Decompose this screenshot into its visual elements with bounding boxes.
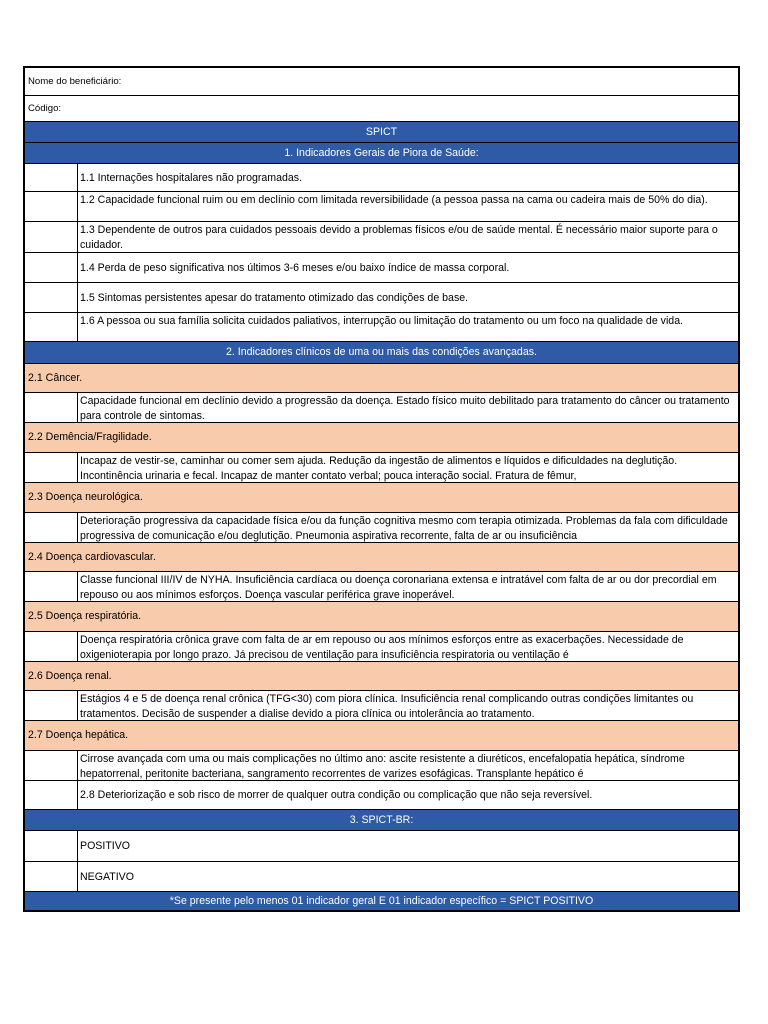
condition-text: Classe funcional III/IV de NYHA. Insuficiência cardíaca ou doença coronariana extensa e intratável com falta de ar ou dor precordial em repouso ou aos mínimos esforços. Doença vascular periférica grave inoperável. [80,574,717,601]
checkbox-cell[interactable] [25,222,78,252]
condition-row [25,572,738,602]
checkbox-cell[interactable] [25,253,78,282]
indicator-row [25,164,738,192]
indicator-text: 1.4 Perda de peso significativa nos últimos 3-6 meses e/ou baixo índice de massa corporal. [80,261,510,274]
indicator-row [25,192,738,222]
checkbox-cell[interactable] [25,164,78,191]
indicator-text: 1.2 Capacidade funcional ruim ou em declínio com limitada reversibilidade (a pessoa passa na cama ou cadeira mais de 50% do dia). [80,194,708,206]
beneficiary-label: Nome do beneficiário: [28,76,122,87]
condition-title-row [25,602,738,632]
section3-heading: 3. SPICT-BR: [25,810,738,830]
result-option-positive: POSITIVO [80,840,131,852]
checkbox-cell[interactable] [25,862,78,891]
condition-title: 2.6 Doença renal. [25,662,738,690]
section3-heading-row [25,810,738,831]
checkbox-cell[interactable] [25,453,78,482]
checkbox-cell[interactable] [25,283,78,312]
checkbox-cell[interactable] [25,632,78,661]
indicator-row [25,253,738,283]
condition-row [25,453,738,483]
spict-title-row [25,122,738,143]
condition-text: Deterioração progressiva da capacidade física e/ou da função cognitiva mesmo com terapia otimizada. Problemas da fala com dificuldade progressiva de comunicação e/ou deglutição. Pneumonia aspirativa recorrente, falta de ar ou insuficiência [80,515,728,542]
condition-title-row [25,483,738,513]
condition-title: 2.7 Doença hepática. [25,721,738,750]
section2-heading-row [25,342,738,364]
condition-text: Estágios 4 e 5 de doença renal crônica (TFG<30) com piora clínica. Insuficiência renal complicando outras condições limitantes ou tratamentos. Decisão de suspender a dialise devido a piora clínica ou intolerância ao tratamento. [80,693,694,720]
code-label: Código: [28,103,62,114]
condition-text: Capacidade funcional em declínio devido a progressão da doença. Estado físico muito debilitado para tratamento do câncer ou tratamento para controle de sintomas. [80,395,730,422]
condition-text: Doença respiratória crônica grave com falta de ar em repouso ou aos mínimos esforços entre as exacerbações. Necessidade de oxigenioterapia por longo prazo. Já precisou de ventilação para insuficiência respiratoria ou ventilação é [80,634,684,661]
condition-title-row [25,543,738,572]
condition-title-row [25,364,738,393]
condition-title-row [25,423,738,453]
beneficiary-row [25,68,738,96]
condition-title: 2.1 Câncer. [25,364,738,392]
section2-heading: 2. Indicadores clínicos de uma ou mais das condições avançadas. [25,342,738,363]
code-row [25,96,738,122]
indicator-row [25,283,738,313]
condition-title: 2.4 Doença cardiovascular. [25,543,738,571]
condition-title: 2.5 Doença respiratória. [25,602,738,631]
indicator-text: 1.6 A pessoa ou sua família solicita cuidados paliativos, interrupção ou limitação do tratamento ou um foco na qualidade de vida. [80,315,684,327]
condition-row [25,393,738,423]
section1-heading: 1. Indicadores Gerais de Piora de Saúde: [25,143,738,163]
footer-note: *Se presente pelo menos 01 indicador geral E 01 indicador específico = SPICT POSITIVO [25,892,738,910]
result-row [25,862,738,892]
condition-title: 2.2 Demência/Fragilidade. [25,423,738,452]
condition-row [25,781,738,810]
checkbox-cell[interactable] [25,393,78,422]
indicator-text: 1.5 Sintomas persistentes apesar do tratamento otimizado das condições de base. [80,291,469,304]
indicator-row [25,222,738,253]
footer-row [25,892,738,910]
indicator-row [25,313,738,342]
condition-row [25,632,738,662]
condition-row [25,691,738,721]
checkbox-cell[interactable] [25,513,78,542]
condition-title: 2.3 Doença neurológica. [25,483,738,512]
result-row [25,831,738,862]
checkbox-cell[interactable] [25,751,78,780]
checkbox-cell[interactable] [25,192,78,221]
condition-row [25,513,738,543]
condition-text: Incapaz de vestir-se, caminhar ou comer sem ajuda. Redução da ingestão de alimentos e líquidos e dificuldades na deglutição. Incontinência urinaria e fecal. Incapaz de manter contato verbal; pouca interação social. Fratura de fêmur, [80,455,678,482]
condition-text: Cirrose avançada com uma ou mais complicações no último ano: ascite resistente a diuréticos, encefalopatia hepática, síndrome hepatorrenal, peritonite bacteriana, sangramento recorrentes de varizes esofágicas. Transplante hepático é [80,753,685,780]
condition-title-row [25,721,738,751]
checkbox-cell[interactable] [25,691,78,720]
spict-title: SPICT [25,122,738,142]
condition-text: 2.8 Deteriorização e sob risco de morrer de qualquer outra condição ou complicação que não seja reversível. [80,789,593,801]
condition-title-row [25,662,738,691]
section1-heading-row [25,143,738,164]
checkbox-cell[interactable] [25,831,78,861]
checkbox-cell[interactable] [25,781,78,809]
checkbox-cell[interactable] [25,313,78,341]
spict-form-table [23,66,740,912]
indicator-text: 1.3 Dependente de outros para cuidados pessoais devido a problemas físicos e/ou de saúde mental. É necessário maior suporte para o cuidador. [80,224,718,251]
condition-row [25,751,738,781]
result-option-negative: NEGATIVO [80,870,134,883]
checkbox-cell[interactable] [25,572,78,601]
indicator-text: 1.1 Internações hospitalares não programadas. [80,171,303,184]
